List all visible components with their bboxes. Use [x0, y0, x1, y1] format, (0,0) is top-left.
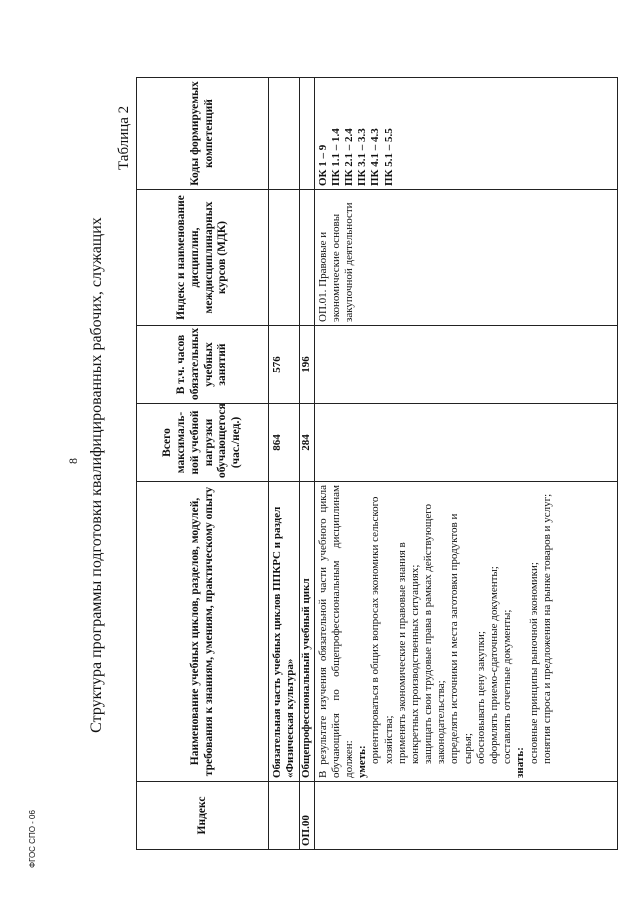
can-item: обосновывать цену закупки; [474, 631, 487, 764]
header-row [137, 78, 269, 850]
total-row [269, 78, 300, 850]
discipline-index [314, 782, 617, 850]
header-max-load: Всего максималь-ной учебной нагрузки обучающегося (час./нед.) [137, 404, 269, 482]
competency-code: ПК 1.1 – 1.4 [329, 128, 342, 186]
know-item: основные принципы рыночной экономики; [527, 562, 540, 764]
header-index: Индекс [137, 782, 269, 850]
table-label: Таблица 2 [116, 105, 132, 170]
discipline-requirements [314, 482, 617, 782]
can-item: применять экономические и правовые знания в конкретных производственных ситуациях; [395, 542, 421, 764]
competency-code: ПК 5.1 – 5.5 [382, 128, 395, 186]
discipline-max-load [314, 404, 617, 482]
cycle-discipline [300, 190, 314, 326]
rotated-page [60, 70, 620, 870]
can-heading: уметь: [356, 745, 369, 778]
can-item: определять источники и места заготовки продуктов и сырья; [448, 513, 474, 764]
know-item: понятия спроса и предложения на рынке товаров и услуг; [540, 493, 553, 764]
header-hours: В т.ч. часов обязательных учебных занятий [137, 326, 269, 404]
competency-code: ПК 2.1 – 2.4 [342, 128, 355, 186]
structure-table [136, 77, 618, 850]
competency-code: ПК 4.1 – 4.3 [369, 128, 382, 186]
page-number: 8 [66, 458, 80, 464]
cycle-max-load: 284 [300, 404, 314, 482]
total-discipline [269, 190, 300, 326]
know-heading: знать: [514, 747, 527, 778]
requirements-intro: В результате изучения обязательной части учебного цикла обучающийся по общепрофессиональным дисциплинам должен: [316, 485, 355, 778]
discipline-row [314, 78, 617, 850]
total-competencies [269, 78, 300, 190]
header-discipline: Индекс и наименование дисциплин, междисциплинарных курсов (МДК) [137, 190, 269, 326]
total-index [269, 782, 300, 850]
document-title: Структура программы подготовки квалифицированных рабочих, служащих [88, 217, 105, 733]
header-name: Наименование учебных циклов, разделов, модулей, требования к знаниям, умениям, практическому опыту [137, 482, 269, 782]
footer-label: ФГОС СПО - 06 [28, 810, 37, 868]
discipline-hours [314, 326, 617, 404]
cycle-index: ОП.00 [300, 782, 314, 850]
can-item: ориентироваться в общих вопросах экономики сельского хозяйства; [369, 496, 395, 764]
competency-code: ОК 1 – 9 [316, 144, 329, 186]
can-item: оформлять приемо-сдаточные документы; [488, 566, 500, 764]
cycle-name: Общепрофессиональный учебный цикл [300, 482, 314, 782]
cycle-competencies [300, 78, 314, 190]
can-item: защищать свои трудовые права в рамках действующего законодательства; [422, 503, 448, 764]
competency-code: ПК 3.1 – 3.3 [356, 128, 369, 186]
total-max-load: 864 [269, 404, 300, 482]
header-competencies: Коды формируемых компетенций [137, 78, 269, 190]
discipline-name: ОП.01. Правовые и экономические основы закупочной деятельности [314, 190, 617, 326]
total-name: Обязательная часть учебных циклов ППКРС и раздел «Физическая культура» [269, 482, 300, 782]
cycle-row [300, 78, 314, 850]
cycle-hours: 196 [300, 326, 314, 404]
can-item: составлять отчетные документы; [501, 609, 514, 764]
total-hours: 576 [269, 326, 300, 404]
discipline-competencies [314, 78, 617, 190]
